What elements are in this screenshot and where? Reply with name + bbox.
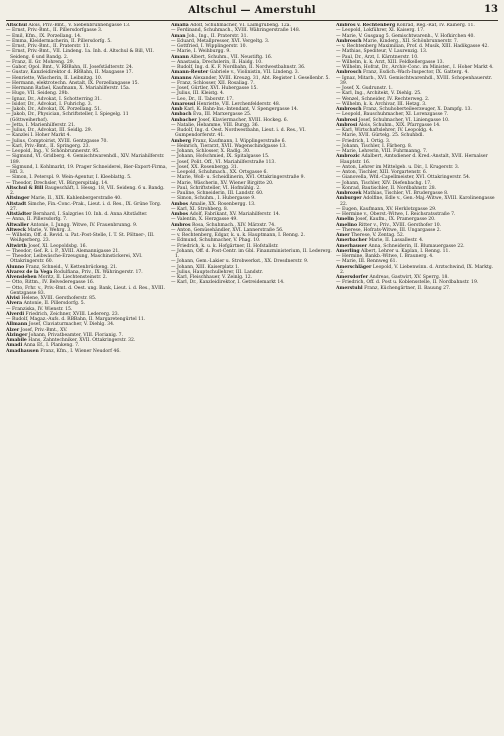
entry-surname: Amelin [336, 217, 354, 223]
entry-details: — Isidor, Dr., Advokat, I. Fuhrichg. 3. [6, 101, 93, 107]
entry-details: — Karl, Dr., Kanzleidirektor, I. Getreidemarkt 14. [171, 280, 285, 286]
entry-surname: Altstädter [6, 212, 32, 217]
entry-details: Ritter v., Priv., XVIII. Gersthofer 10. [358, 222, 442, 228]
entry-details: — Karl, XI. Strohberg. 8. [171, 206, 229, 212]
entry-details: Franz, Kaufmann, I. Wipplingerstraße 6. [192, 138, 286, 144]
entry-details: — Ernst, Priv.-Bmt., VII. Lindeng. 1a. Inh. d. Altschul & Bill, VII. Seideng. 6 und Bandg. 2. [6, 49, 154, 60]
entry-details: Gabriele v., Violinistin, VII. Lindeng. 3. [209, 70, 300, 76]
entry-surname: Altsinger [6, 196, 30, 202]
entry-surname: Alvarez de la Vega [6, 269, 53, 275]
entry-details: Josef, Klaviermacher, XVIII. Hockeg. 6. [198, 117, 289, 123]
entry-details: Adolf, Schuhmacher, VI. Laimgrubeng. 12a. [190, 23, 291, 28]
entry-details: — Marie, III. Rennweg 61. [336, 259, 397, 265]
entry-details: — Simon, I. Peterspl. 9. Wein-Agentur, I. Kleeblattg. 5. [6, 175, 132, 181]
entry-details: Anna, Schneiderin, II. Blumauergasse 22. [368, 243, 465, 249]
directory-entry [336, 286, 498, 291]
directory-entry [6, 254, 168, 265]
directory-entry [336, 196, 498, 207]
entry-details: — Valentin, X. Herzgasse 49. [171, 217, 238, 223]
entry-surname: Amerbacher [336, 238, 368, 244]
entry-details: Johann, Privatbeamter, VIII. Florianig. 7. [28, 332, 124, 338]
entry-details: Eva, III. Marxergasse 25. [193, 112, 252, 118]
entry-details: — Friedrich, k. u. k. Hofgärtner, II. Hofstallstr. [171, 243, 279, 249]
entry-details: — Sigmund, VI. Gridberg. 4. Gemischtwarenhdl., XIV. Mariahilferstr. 189. [6, 154, 165, 165]
entry-surname: Ambach [171, 112, 192, 118]
entry-surname: Alvensleben [6, 275, 37, 280]
entry-details: — Leo, Dr., II. Taborstr. 17. [171, 96, 234, 102]
entry-details: — Marie, V. Gusgaug 5. Gemischtwarenh., V. Hofkirchen 40. [336, 33, 475, 39]
entry-details: — Karl, Ing., Architekt, V. Diehlg. 25. [336, 91, 422, 97]
entry-details: Therese, V. Zentag. 52. [351, 233, 405, 238]
directory-entry [171, 280, 333, 285]
entry-details: — Ernst, Priv.-Bmt., II. Praterstr. 11. [6, 44, 91, 49]
entry-details: Antonie, I. Jungg. Witwe, IV. Frauenbrunng. 9. [30, 222, 138, 228]
entry-surname: Amerhauser [336, 243, 368, 249]
entry-surname: Ambrosch [336, 38, 362, 44]
directory-entry [6, 286, 168, 297]
entry-details: — Emil, Kfm., IX. Porzellang. 14. [6, 33, 82, 39]
running-title: Altschul — Amerstuhl [188, 5, 316, 16]
entry-details: — Anna, II. Pillersdorfg. 7. [6, 217, 68, 223]
entry-details: — Marie, Wäscherin, XV. Wiener Birgitte 20. [171, 180, 274, 186]
entry-details: Alois, Schuhm., XIX. Pfarrgasse 14. [358, 122, 441, 128]
entry-details: — Karl, Priv.-Bmt., II. Springerg. 23. [6, 143, 91, 149]
entry-details: — Anton, Lehrer im Mittelgeb. u. Dir., I. Krugerstr. 3. [336, 164, 460, 170]
entry-details: — Hugo, VII. Seideng. 29b. [6, 91, 69, 97]
entry-details: — Edmund, Schuhmacher, V. Phag. 10. [171, 238, 261, 244]
entry-surname: Ambos [171, 201, 189, 207]
entry-details: Josef, Kaufm., IX. Pramergasse 20. [355, 217, 436, 223]
entry-details: — Marie, I. Weihburgg. 9. [171, 49, 231, 55]
entry-surname: Amerstuhl [336, 285, 363, 291]
entry-details: — Karl, Fleischhauer, V. Zeinlg. 12. [171, 275, 253, 280]
entry-surname: Amerling [336, 248, 360, 254]
entry-surname: Alunno [6, 264, 25, 270]
entry-details: Adolfine, Edle v., Gen.-Maj.-Witwe, XVIII. Karolinengasse 22. [340, 196, 495, 207]
entry-details: — v. Rechtenberg Maximilian, Prof. d. Musik, XIII. Hadikgasse 42. [336, 44, 489, 49]
entry-details: — Karl, Wirtschaftslehrer, IV. Leopoldg. 4. [336, 128, 434, 133]
entry-details: Marie, II. Lassallestr. 4. [368, 238, 424, 244]
entry-details: — Rudolf, Ing. d. K. F. Nordbahn, II. Nordwestbahnstr. 36. [171, 65, 306, 70]
entry-surname: Amersdorfer [336, 275, 369, 280]
entry-details: Rosa, Schuhmach., XIV. Märzstr. 74. [191, 222, 276, 228]
entry-details: — Marie, Woll- u. Scheidlinerin, XVI. Ottakringerstraße 9. [171, 175, 305, 181]
entry-details: — Simon, Schuhm., I. Hubergasse 9. [171, 196, 256, 202]
entry-details: Albert, Schuhm., VII. Neustiftg. 16. [190, 54, 273, 60]
entry-details: — Julius, Hauptschullehrer, III. Landstr. [171, 269, 263, 275]
directory-entry [6, 112, 168, 123]
entry-details: — Josef, Polit. Off., VI. Mariahilferstraße 113. [171, 159, 276, 165]
entry-surname: Amerschläger [336, 264, 372, 270]
entry-surname: Amberg [171, 138, 191, 144]
directory-entry [171, 128, 333, 139]
column-3 [336, 23, 498, 735]
entry-details: — Ferdinand, Schuhmach., XVIII. Währingerstraße 148. [171, 28, 301, 34]
entry-details: Anna Ef., I. Plankeng. 7. [23, 343, 80, 349]
entry-details: — Gianovella, Wfd.-Capellmeister, XVI. Ottakringerstr. 54. [336, 175, 471, 181]
entry-details: Friedrich, Zeichner, XVIII. Ledererg. 23. [25, 311, 120, 317]
entry-details: Josef, Schulmacher, VI. Liniengasse 10. [358, 117, 450, 123]
entry-details: — Wilhelm, Hofrat, Dr., Archiv-Conc. im Minister., I. Hoher Markt 4. [336, 65, 494, 70]
entry-details: Karl, K. Bahn-Ins.-Intendant, V. Spengergasse 14. [183, 107, 299, 112]
entry-details: — Heinrich, Tierarzt, XVII. Wagenschindgasse 13. [171, 143, 287, 149]
entry-details: — Theodor, Leibwäsche-Erzeugung, Maschinstickerei, XVI. Ottakringerstr. 60. [6, 254, 143, 265]
entry-details: — Hermine v., Oberst.-Witwe, I. Reichsratsstraße 7. [336, 212, 456, 217]
entry-details: — Paul, Schriftsteller, VI. Hofmühlg. 2. [171, 185, 261, 191]
entry-details: — Theodor, Gef. R. i. P., XVIII. Alemannigasse 21. [6, 248, 120, 254]
entry-details: Marie, Kinderg., XII. Schönbrunnerstr. 7. [363, 38, 459, 44]
entry-surname: Ambrosch [336, 70, 362, 76]
entry-details: — Wilhelm, k. k. Archivar, III. Hetzg. 3. [336, 101, 427, 107]
entry-surname: Alzinger [6, 332, 28, 338]
entry-details: — Mathias, Spediteur, V. Laurenzig. 13. [336, 49, 428, 55]
entry-surname: Amanns [171, 75, 192, 81]
column-2 [171, 23, 333, 735]
entry-surname: Alvera [6, 301, 23, 307]
entry-details: — Hermine, Bankb.-Witwe, I. Braunerg. 4. [336, 254, 434, 259]
directory-entry [6, 233, 168, 244]
directory-entry [6, 49, 168, 60]
entry-surname: Ambrozic [336, 154, 361, 160]
entry-details: Alexander, XVIII. Kreuzg. 31, Abt. Register I. Gesellenbr. 5. [192, 75, 330, 81]
entry-details: — Julius, III. Kleistg. 4. [171, 91, 225, 97]
entry-details: Andreas, Gastwirt, XV. Sperrg. 18. [369, 275, 449, 280]
entry-details: — Henriette, Wäscherin, II. Leibnitzg. 10. [6, 75, 103, 81]
entry-surname: Amelino [336, 222, 358, 228]
entry-surname: Altschul & Bill [6, 185, 44, 191]
entry-surname: Amadhausen [6, 348, 39, 354]
directory-entry [336, 265, 498, 276]
entry-surname: Alvisi [6, 296, 20, 301]
entry-surname: Amarousi [171, 101, 196, 107]
entry-details: — Rudolf, Magaz.-Aufs. d. RBBahn, II. Margaretengürtel 11. [6, 317, 146, 322]
entry-surname: Ambros v. Rechtenberg [336, 23, 396, 28]
entry-surname: Alzer [6, 327, 20, 333]
entry-details: Hans, Zahntechniker, XVII. Ottakringerstr. 32. [28, 338, 136, 343]
entry-details: — Ignaz, Dr., Advokat, I. Schotterring 31. [6, 96, 102, 102]
entry-details: — v. Rechtenberg, Edgar, k. u. k. Hauptmann, I. Renng. 2. [171, 233, 305, 238]
entry-details: — Marie, Lehrerin, VIII. Fuhrmanng. 7. [336, 149, 428, 154]
entry-details: Simche, Fin.-Conc.-Prak., Lieut. i. d. Res., IX. Grüne Torg. 27. [10, 201, 162, 212]
entry-details: Adalbert, Amtsdiener d. Kred.-Anstalt, XVII. Hernalser Hauptstr. 16. [340, 154, 488, 165]
entry-details: — Otto, Rittm., IV. Belvederegasse 16. [6, 280, 95, 286]
entry-surname: Aman [171, 33, 186, 39]
entry-details: — Hermann Rafael, Kaufmann, X. Mariahilferstr. 15a. [6, 86, 131, 91]
entry-details: Adolf, Fabrikant, XV. Mariahilferstr. 14. [189, 212, 281, 217]
entry-surname: Ambrozek [336, 191, 362, 196]
directory-entry [6, 154, 168, 165]
entry-surname: Altweck [6, 227, 27, 233]
entry-surname: Ambrosch [336, 107, 362, 112]
directory-entry [6, 349, 168, 354]
entry-details: — Eduard, Metallpresser, XVI. Vergeltg. 3. [171, 38, 270, 44]
entry-details: — Kanzlei I. Hoher Markt 4. [6, 133, 72, 139]
entry-details: Franz, Küchengärtner, II. Bauung 27. [364, 285, 451, 291]
entry-surname: Ambrosi [336, 122, 358, 128]
entry-surname: Amadi [6, 343, 23, 349]
entry-surname: Altstadt [6, 201, 27, 207]
entry-details: — Johann, Tischler, XIV. Diefenbachg. 17. [336, 180, 432, 186]
entry-details: — Anton, Tischler, XIII. Vorgartenstr. 6. [336, 170, 428, 175]
entry-details: — Johann, Hofschmied, IX. Spitalgasse 15. [171, 154, 270, 160]
entry-details: Leopold, V. Liebenwinn. d. Arztschwind, IX. Marktg. 2. [340, 264, 494, 275]
entry-surname: Amann [171, 54, 189, 60]
directory-entry [336, 76, 498, 87]
directory-columns [6, 23, 498, 735]
entry-details: — Gustav, Kanzleidirektor d. RBBahn, II. Maxgasse 17. [6, 70, 133, 76]
entry-details: — Emma, Kleidermacherin, II. Pillersdorfg. 5. [6, 38, 112, 44]
entry-surname: Amer [336, 233, 350, 238]
entry-details: — Wilhelm, Off. d. Revid. u. Pat.-Post-Stelle, I. T. St. Pöltner-, III. Weißgerberg. 23. [6, 233, 155, 244]
entry-details: — Pauline, Schneiderin, III. Landstr. 60. [171, 191, 264, 196]
entry-details: Albert, Lehrer u. Kaplan, I. Renng. 11. [361, 248, 450, 254]
entry-details: — Leopold, Ing., V. Schönbrunnerstr. 95. [6, 149, 100, 154]
entry-surname: Allmann [6, 322, 28, 328]
entry-details: — Johann, Off. d. Post-Centr. im Gbl. Finanzministerium, II. Ledererg. 1. [171, 248, 332, 259]
entry-surname: Amalia [171, 23, 189, 28]
entry-details: — Otto, Frhr. v., Priv.-Bmt. d. Oest. ung. Bank, Lieut. i. d. Res., XVIII. Gentzgasse 83. [6, 285, 165, 296]
entry-details: — Anastasia, Drechslerin, II. Haidg. 10. [171, 59, 263, 65]
entry-details: — Sigmund, I. Kohlmarkt, 19. Prager Schneiderei, Bier-Export-Firma, Hfl. 3. [6, 164, 168, 175]
entry-details: Marie, II., XIX. Kahlenbergerstraße 40. [30, 196, 122, 202]
entry-details: — Franz, II. Gr. Mohreng. 29. [6, 59, 75, 65]
entry-surname: Ambrosi [336, 117, 358, 123]
entry-details: Mathias, Tischler, VI. Brudergasse 8. [363, 191, 449, 196]
entry-details: — Gottfried, I. Wipplingerstr. 10. [171, 44, 247, 49]
column-1 [6, 23, 168, 735]
entry-details: Antonie, II. Pillersdorfg. 5. [23, 301, 86, 307]
entry-details: Franz, Kfm., I. Wiener Neudorf 46. [40, 348, 121, 354]
entry-details: Rodulfiana, Priv., IX. Währingerstr. 17. [53, 269, 143, 275]
entry-details: — Franziska, IV. Wienstr. 15. [6, 306, 73, 312]
entry-details: Marie, V. Wehrg. 3. [27, 227, 72, 233]
entry-surname: Ambros [171, 222, 191, 228]
entry-details: Baugeschäft, I. Hessg. 18, VII. Seideng. 6 u. Bandg. 2. [10, 185, 165, 196]
entry-details: — Johann, Gem.-Lakier u. Strobwerkst., XX. Dresdnerstr. 9. [171, 259, 309, 265]
entry-surname: Amabile [6, 338, 27, 343]
entry-details: — Ernst, Priv.-Bmt., II. Pillersdorfgasse 3. [6, 28, 103, 34]
entry-details: Franz, Schuhoberteileerzeuger, X. Dampfg. 13. [363, 107, 472, 112]
entry-details: — Paul, Dr., Arzt, I. Kärntnerstr. 10. [336, 54, 419, 60]
entry-details: — Wenzel, Schneider, IV. Rechterweg. 2. [336, 96, 430, 102]
directory-entry [336, 154, 498, 165]
directory-entry [6, 165, 168, 176]
directory-entry [171, 249, 333, 260]
entry-surname: Altwaller [6, 222, 29, 228]
entry-details: — Johann, XIII. Kaiserplatz 1. [171, 264, 240, 270]
entry-details: Konrad, Reg.-Rat, IV. Rainerg. 11. [396, 23, 475, 28]
directory-entry [6, 202, 168, 213]
entry-details: — Therese, Hofrats-Witwe, III. Ungargasse 2. [336, 227, 442, 233]
entry-details: — Marie, XVII. Gürtelg. 25. Schuhbdl. [336, 133, 424, 139]
entry-details: — Gabor, Opol. Bmt., V. RBBahn, II. Josefstädterstr. 24. [6, 65, 134, 70]
entry-details: — Eugen, Kaufmann, XV. Herklotzgasse 29. [336, 206, 437, 212]
entry-details: Josef, Priv.-Bmt., XV. [20, 327, 68, 333]
entry-details: — Josef, Gürtler, XVI. Hubergasse 15. [171, 86, 258, 91]
entry-surname: Amburger [336, 196, 362, 202]
entry-details: Alois, Priv.-Bmt., V. Siebenbrunnengasse 13. [28, 23, 131, 28]
entry-details: — Friedrich, Off. d. Post u. Koblensstelle, II. Nordbahnstr. 19. [336, 280, 479, 286]
entry-details: Franz, Schneid., V. Kettenbrückeng. 21. [25, 264, 118, 270]
entry-details: Helene, XVIII. Gersthoferstr. 85. [21, 296, 97, 301]
entry-details: Joh., Ing., II. Praterstr. 31. [187, 33, 248, 39]
entry-details: — Josef, XX. Rosenbergg. 31. [171, 164, 239, 170]
entry-details: Moritz, II. Liechtensteinstr. 2. [38, 275, 108, 280]
entry-details: — Theodor, Drechsler, VI. Bürgerspitalg. 14. [6, 180, 109, 186]
entry-details: Josef, Claviaturmacher, V. Diehlg. 34. [28, 322, 115, 328]
entry-details: — Leopold, Lokführer, XI. Kaiserg. 17. [336, 28, 425, 34]
entry-details: — Franz, Schlosser, XII. Rosaliag. 7. [171, 80, 255, 86]
entry-details: — Leopold, Bauschuhmacher, XI. Lorenzgasse 7. [336, 112, 449, 118]
entry-details: — Wilhelm, k. k. Arzt, XIII. Feldkellergasse 13. [336, 59, 444, 65]
entry-surname: Alverdi [6, 311, 25, 317]
entry-surname: Amann-Reuter [171, 70, 209, 76]
entry-details: Franz, Esdich.-Wach-Inspector, IX. Gatterg. 4. [363, 70, 469, 76]
entry-surname: Altschul [6, 23, 28, 28]
entry-surname: Altwirth [6, 243, 27, 249]
entry-details: — Ignaz, Mitarb., XVI. Gemischtwarenhdl., XVIII. Schopenhauerstr. 39. [336, 75, 493, 86]
entry-details: Amalie, XX. Rosenbergg. 13. [189, 201, 256, 207]
entry-details: — Anton, Gemüsehändler, XVI. Lannerstraße 56. [171, 227, 284, 233]
entry-details: — Julius, Comptoirist, XVIII. Gentzgasse 70. [6, 138, 108, 144]
directory-entry [6, 186, 168, 197]
entry-details: — Leopold, Schuhmach., XX. Ortsgasse 6. [171, 170, 268, 175]
page-number: 13 [484, 4, 498, 15]
entry-details: — Friedrich, I. Ortig. 3. [336, 138, 391, 144]
entry-details: Josef, XI. Leopoldsbg. 16. [28, 243, 87, 249]
entry-details: — Rudolf, Ing. d. Oest. Nordwestbahn, Lieut. i. d. Res., VI. Gumpendorferstr. 41. [171, 128, 306, 139]
entry-details: — Johann, Tischler, I. Färberg. 8. [336, 143, 413, 149]
entry-details: — Jakob, Dr., Physician, Schriftsteller, I. Spiegelg. 11 (Göttweiherhof). [6, 112, 129, 123]
entry-details: — Johann, Schlosser, X. Radlg. 30. [171, 149, 251, 154]
entry-details: — Konrad, Bautischler, II. Nordbahnstr. 28. [336, 185, 437, 191]
page-header [6, 4, 498, 21]
entry-surname: Amb [171, 107, 183, 112]
entry-details: — Josef, X. Gudrunstr. 1. [336, 86, 393, 91]
entry-details: — Jakob, Dr., Advokat, IX. Porzellang. 51. [6, 107, 102, 112]
entry-details: — Hermann, elektrotechn. Anstalt, IX. Porzellangasse 15. [6, 80, 139, 86]
entry-surname: Ambacher [171, 117, 197, 123]
entry-details: — Jetta, I. Marienhilferstr. 21. [6, 122, 76, 128]
entry-details: Henriette, VII. Lerchenfelderstr. 48. [196, 101, 281, 107]
entry-details: — Natalie, Hebamme, VIII. Burgg. 36. [171, 122, 260, 128]
entry-details: — Julius, Dr., Advokat, III. Seidlg. 29. [6, 128, 93, 133]
entry-details: Bernhard, I. Salzgries 10. Inh. d. Anna Altstädter. [32, 212, 148, 217]
entry-surname: Ambos [171, 212, 189, 217]
